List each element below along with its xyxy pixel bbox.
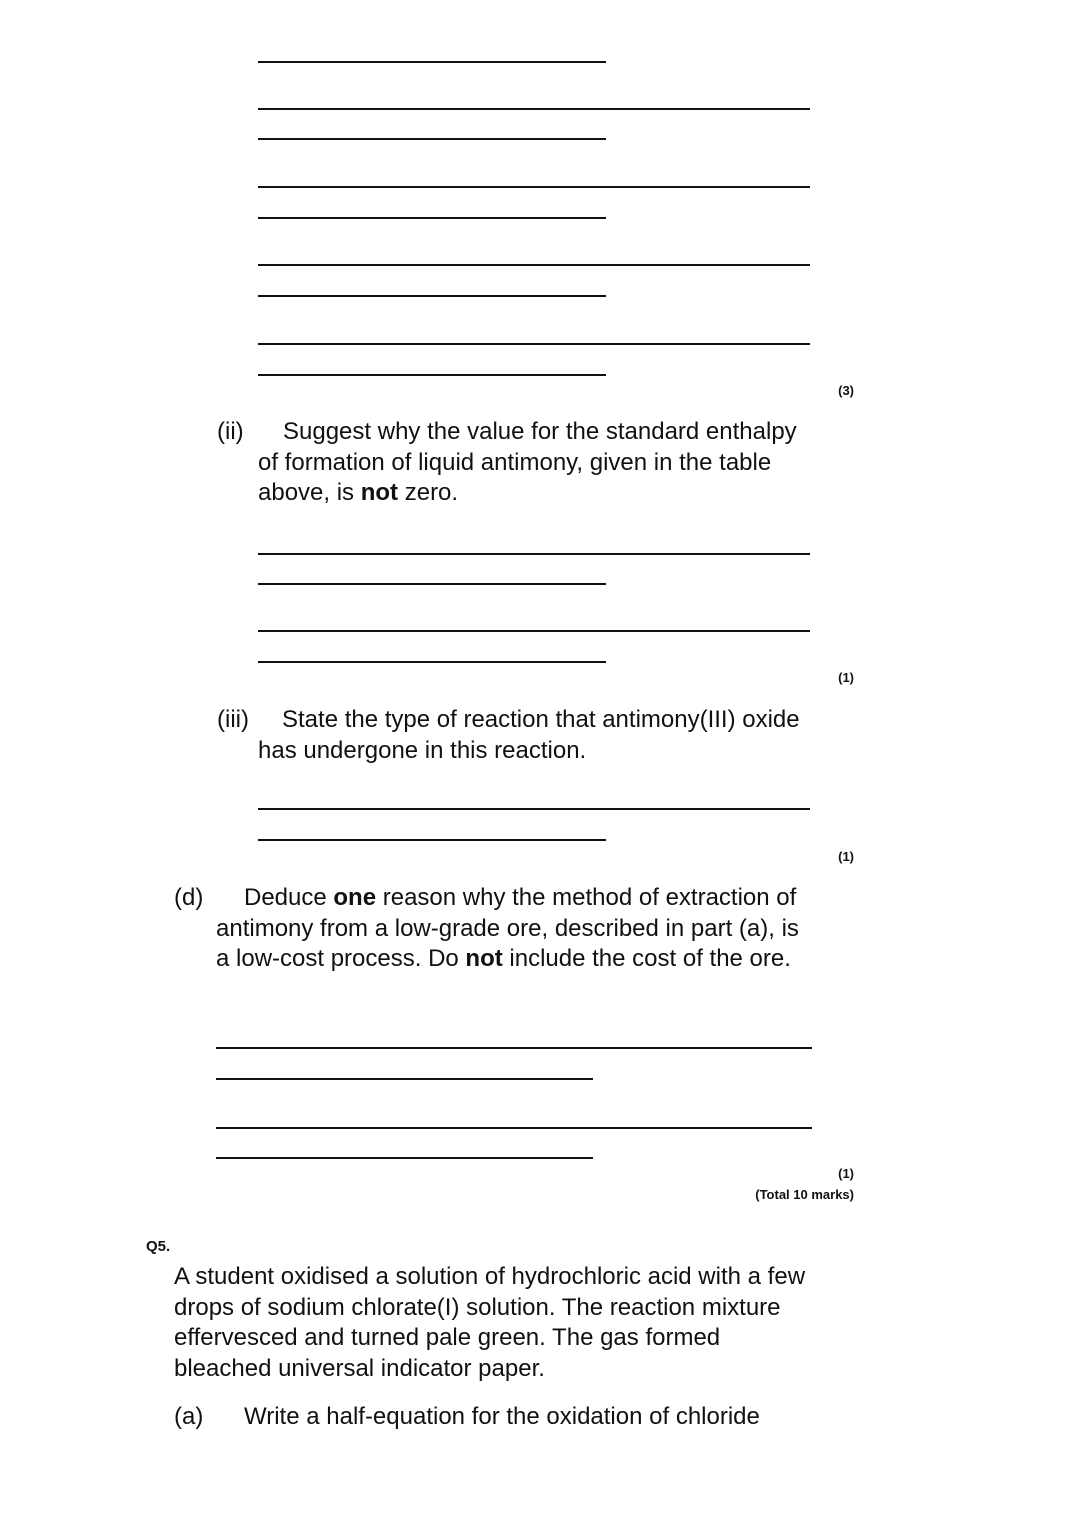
answer-line[interactable] bbox=[258, 264, 810, 266]
question-number: (iii) bbox=[217, 706, 249, 733]
question-number: (ii) bbox=[217, 418, 244, 445]
answer-line[interactable] bbox=[216, 1078, 593, 1080]
marks-c-ii: (1) bbox=[838, 670, 854, 685]
question-text: Write a half-equation for the oxidation of chloride bbox=[244, 1403, 760, 1430]
answer-line[interactable] bbox=[216, 1157, 593, 1159]
question-c-ii bbox=[217, 417, 818, 509]
answer-line[interactable] bbox=[258, 583, 606, 585]
answer-line[interactable] bbox=[258, 138, 606, 140]
question-text: Deduce one reason why the method of extraction of antimony from a low-grade ore, described in part (a), is a low-cost process. Do not include the cost of the ore. bbox=[216, 884, 799, 972]
question-5a bbox=[174, 1402, 824, 1433]
marks-c-i: (3) bbox=[838, 383, 854, 398]
answer-line[interactable] bbox=[258, 295, 606, 297]
question-number: (d) bbox=[174, 884, 204, 911]
answer-line[interactable] bbox=[258, 839, 606, 841]
marks-d: (1) bbox=[838, 1166, 854, 1181]
question-text: State the type of reaction that antimony(III) oxide has undergone in this reaction. bbox=[258, 706, 800, 764]
question-number: (a) bbox=[174, 1403, 204, 1430]
answer-line[interactable] bbox=[258, 661, 606, 663]
answer-line[interactable] bbox=[258, 630, 810, 632]
answer-line[interactable] bbox=[258, 108, 810, 110]
answer-line[interactable] bbox=[216, 1047, 812, 1049]
answer-line[interactable] bbox=[258, 217, 606, 219]
question-c-iii bbox=[217, 705, 818, 766]
total-marks: (Total 10 marks) bbox=[755, 1187, 854, 1202]
question-5-intro bbox=[174, 1262, 824, 1384]
answer-line[interactable] bbox=[258, 186, 810, 188]
answer-line[interactable] bbox=[258, 343, 810, 345]
answer-line[interactable] bbox=[258, 374, 606, 376]
answer-line[interactable] bbox=[258, 808, 810, 810]
answer-line[interactable] bbox=[258, 61, 606, 63]
question-5-label: Q5. bbox=[146, 1238, 171, 1255]
answer-line[interactable] bbox=[216, 1127, 812, 1129]
question-text: Suggest why the value for the standard enthalpy of formation of liquid antimony, given in the table above, is not zero. bbox=[258, 418, 797, 506]
marks-c-iii: (1) bbox=[838, 849, 854, 864]
answer-line[interactable] bbox=[258, 553, 810, 555]
question-text: A student oxidised a solution of hydrochloric acid with a few drops of sodium chlorate(I) solution. The reaction mixture effervesced and turned pale green. The gas formed bleached universal indicator paper. bbox=[174, 1263, 806, 1382]
question-d bbox=[174, 883, 816, 975]
